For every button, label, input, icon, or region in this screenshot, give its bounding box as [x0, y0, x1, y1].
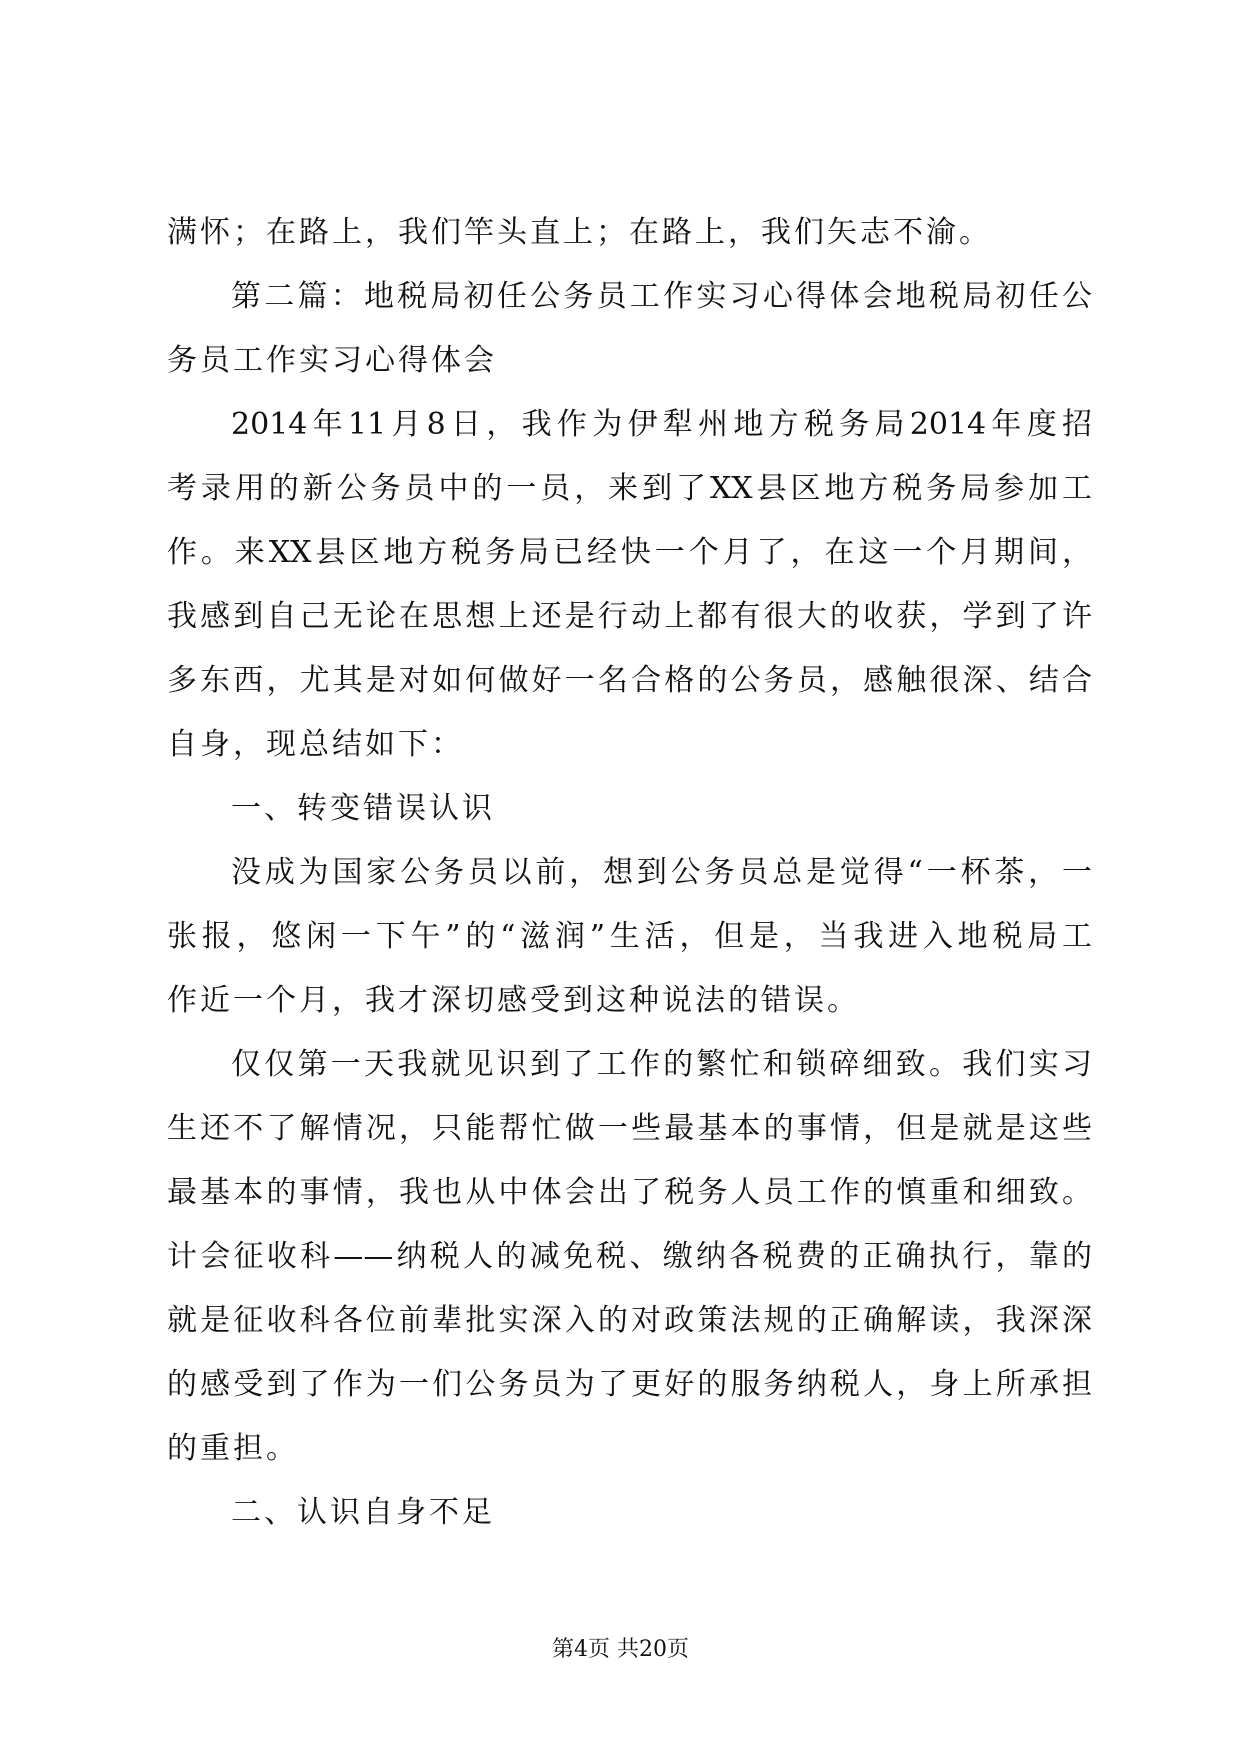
text-line: 的感受到了作为一们公务员为了更好的服务纳税人，身上所承担 [167, 1367, 1092, 1402]
text-line: 仅仅第一天我就见识到了工作的繁忙和锁碎细致。我们实习 [231, 1047, 1092, 1082]
page-footer: 第4页 共20页 [552, 1637, 689, 1662]
text-line: 计会征收科——纳税人的减免税、缴纳各税费的正确执行，靠的 [167, 1239, 1092, 1274]
text-line: 二、认识自身不足 [231, 1495, 495, 1530]
text-line: 一、转变错误认识 [231, 791, 495, 826]
text-line: 最基本的事情，我也从中体会出了税务人员工作的慎重和细致。 [167, 1175, 1092, 1210]
text-line: 2014年11月8日，我作为伊犁州地方税务局2014年度招 [231, 407, 1092, 442]
text-line: 就是征收科各位前辈批实深入的对政策法规的正确解读，我深深 [167, 1303, 1092, 1338]
text-line: 自身，现总结如下： [167, 727, 464, 762]
text-line: 我感到自己无论在思想上还是行动上都有很大的收获，学到了许 [167, 599, 1092, 634]
document-body [167, 201, 1092, 1545]
text-line: 没成为国家公务员以前，想到公务员总是觉得“一杯茶，一 [231, 855, 1092, 890]
text-line: 考录用的新公务员中的一员，来到了XX县区地方税务局参加工 [167, 471, 1092, 506]
text-line: 的重担。 [167, 1431, 299, 1466]
text-line: 作近一个月，我才深切感受到这种说法的错误。 [167, 983, 860, 1018]
text-line: 务员工作实习心得体会 [167, 343, 497, 378]
text-line: 多东西，尤其是对如何做好一名合格的公务员，感触很深、结合 [167, 663, 1092, 698]
text-line: 张报，悠闲一下午”的“滋润”生活，但是，当我进入地税局工 [167, 919, 1092, 954]
text-line: 生还不了解情况，只能帮忙做一些最基本的事情，但是就是这些 [167, 1111, 1092, 1146]
text-line: 第二篇：地税局初任公务员工作实习心得体会地税局初任公 [231, 279, 1092, 314]
text-line: 作。来XX县区地方税务局已经快一个月了，在这一个月期间， [167, 535, 1092, 570]
text-line: 满怀；在路上，我们竿头直上；在路上，我们矢志不渝。 [167, 215, 992, 250]
